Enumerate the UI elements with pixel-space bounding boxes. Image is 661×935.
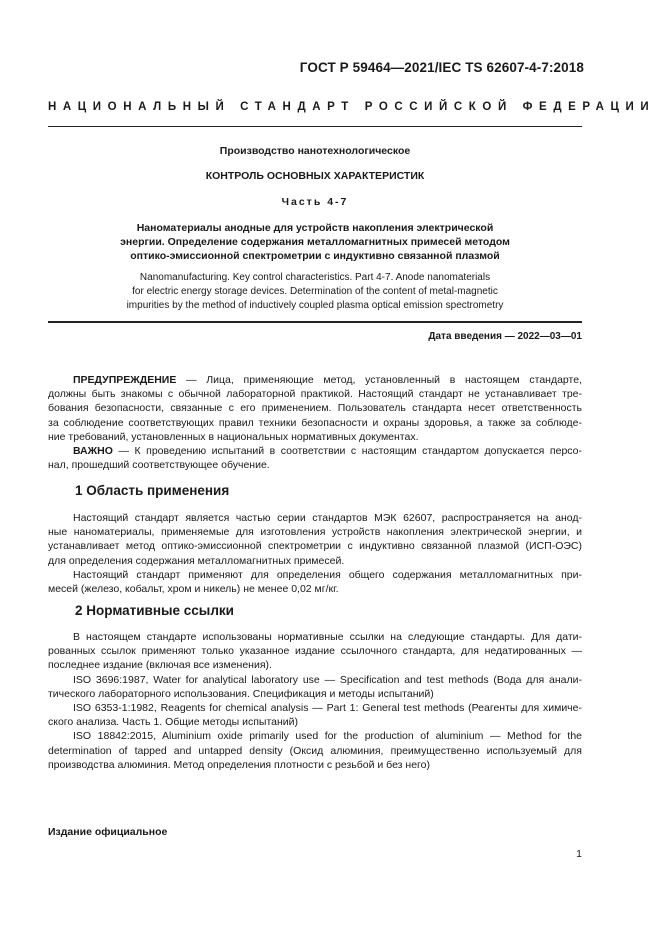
title-line-1: Производство нанотехнологическое xyxy=(219,145,411,157)
russian-title-line: Наноматериалы анодные для устройств накопления электрической xyxy=(136,222,494,234)
official-edition-label: Издание официальное xyxy=(48,826,168,838)
warning-line: бования безопасности, связанные с его применением. Пользователь стандарта несет ответственность xyxy=(48,402,582,415)
warning-line xyxy=(48,373,582,387)
part-label: Часть 4-7 xyxy=(281,196,349,208)
reference-line: ского анализа. Часть 1. Общие методы испытаний) xyxy=(48,716,299,729)
warning-line: ние требований, установленных в национальных нормативных документах. xyxy=(48,430,419,443)
english-title-line: for electric energy storage devices. Determination of the content of metal-magnetic xyxy=(132,286,498,297)
section-1-heading: 1 Область применения xyxy=(75,483,230,498)
section-2-heading: 2 Нормативные ссылки xyxy=(75,603,234,618)
introduction-date: Дата введения — 2022—03—01 xyxy=(428,331,582,342)
reference-line: производства алюминия. Метод определения плотности с резьбой и без него) xyxy=(48,758,430,771)
warning-line: должны быть знакомы с обычной лабораторной практикой. Настоящий стандарт не устанавливает тре- xyxy=(48,388,582,401)
important-label: ВАЖНО xyxy=(73,445,113,458)
body-line: для определения содержания металломагнитных примесей. xyxy=(48,554,345,567)
page-number: 1 xyxy=(576,848,582,860)
body-line: Настоящий стандарт является частью серии стандартов МЭК 62607, распространяется на анод- xyxy=(73,512,582,524)
reference-line: ISO 18842:2015, Aluminium oxide primarily used for the production of aluminium — Method for the xyxy=(73,730,582,743)
english-title-line: impurities by the method of inductively coupled plasma optical emission spectrometry xyxy=(126,300,504,311)
body-line: В настоящем стандарте использованы нормативные ссылки на следующие стандарты. Для дати- xyxy=(73,631,582,643)
national-standard-title: НАЦИОНАЛЬНЫЙ СТАНДАРТ РОССИЙСКОЙ ФЕДЕРАЦИИ xyxy=(48,101,656,113)
body-line: ные наноматериалы, применяемые для изготовления устройств накопления электрической энергии, и xyxy=(48,526,582,539)
standard-code: ГОСТ Р 59464—2021/IEC TS 62607-4-7:2018 xyxy=(299,60,584,75)
reference-line: determination of tapped and untapped density (Оксид алюминия, преимущественно используемый для xyxy=(48,744,582,757)
warning-line: за соблюдение соответствующих правил техники безопасности и охраны здоровья, а также за соблюде- xyxy=(48,416,582,429)
title-line-2: КОНТРОЛЬ ОСНОВНЫХ ХАРАКТЕРИСТИК xyxy=(205,170,425,182)
russian-title xyxy=(48,221,582,263)
body-line: Настоящий стандарт применяют для определения общего содержания металломагнитных при- xyxy=(73,568,582,581)
body-line: последнее издание (включая все изменения). xyxy=(48,659,272,672)
header-divider xyxy=(48,126,582,127)
title-divider xyxy=(48,321,582,323)
body-line: рованных ссылок применяют только указанное издание ссылочного стандарта, для недатированных — xyxy=(48,645,582,658)
section-2-body xyxy=(48,630,582,772)
english-title-line: Nanomanufacturing. Key control characteristics. Part 4-7. Anode nanomaterials xyxy=(139,272,491,283)
russian-title-line: оптико-эмиссионной спектрометрии с индуктивно связанной плазмой xyxy=(130,250,500,262)
section-1-body xyxy=(48,511,582,596)
warning-label: ПРЕДУПРЕЖДЕНИЕ xyxy=(73,374,177,386)
important-line: нал, прошедший соответствующее обучение. xyxy=(48,459,270,472)
warning-block xyxy=(48,373,582,472)
body-line: устанавливает метод оптико-эмиссионной спектрометрии с индуктивно связанной плазмой (ИСП-ОЭС) xyxy=(48,540,582,553)
english-title xyxy=(48,271,582,313)
important-line xyxy=(48,444,582,458)
warning-text: — Лица, применяющие метод, установленный в настоящем стандарте, xyxy=(176,374,582,386)
russian-title-line: энергии. Определение содержания металломагнитных примесей методом xyxy=(120,236,510,248)
reference-line: ISO 6353-1:1982, Reagents for chemical analysis — Part 1: General test methods (Реагенты для химиче- xyxy=(73,702,582,715)
important-text: — К проведению испытаний в соответствии с настоящим стандартом допускается персо- xyxy=(112,445,582,458)
body-line: месей (железо, кобальт, хром и никель) не менее 0,02 мг/кг. xyxy=(48,583,339,596)
reference-line: ISO 3696:1987, Water for analytical laboratory use — Specification and test methods (Вода для анали- xyxy=(73,673,582,686)
reference-line: тического лабораторного использования. Спецификация и методы испытаний) xyxy=(48,687,434,700)
